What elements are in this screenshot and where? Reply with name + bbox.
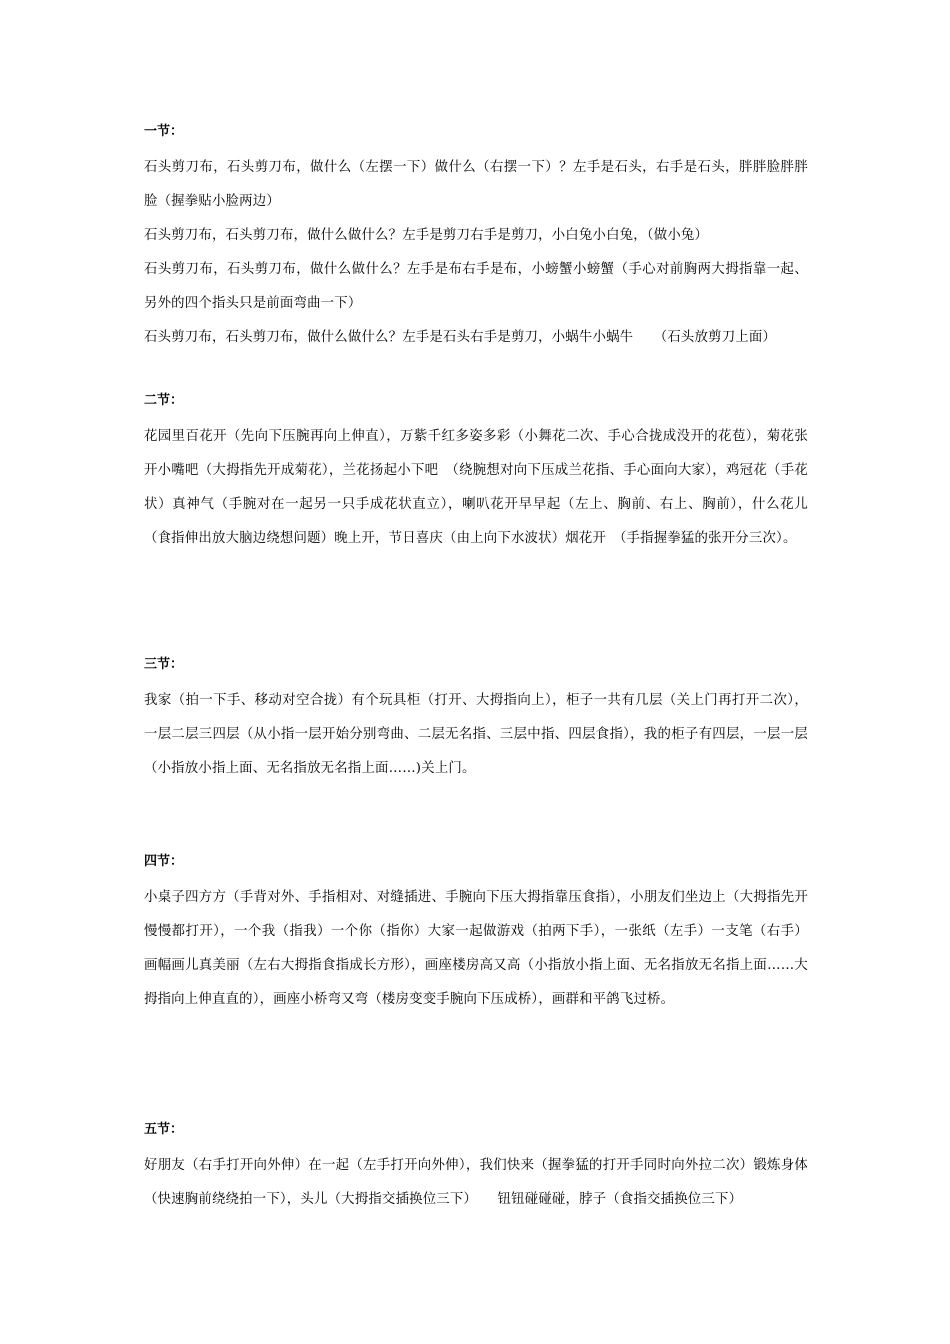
section-heading: 三节： [144,657,184,672]
section-1 [144,122,808,355]
section-3 [144,655,808,786]
section-2 [144,391,808,556]
section-heading: 二节： [144,393,184,408]
paragraph: 我家（拍一下手、移动对空合拢）有个玩具柜（打开、大拇指向上），柜子一共有几层（关上门再打开二次），一层二层三四层（从小指一层开始分别弯曲、二层无名指、三层中指、四层食指），我的柜子有四层，一层一层（小指放小指上面、无名指放无名指上面……)关上门。 [144,693,808,776]
section-heading: 一节： [144,124,184,139]
paragraph: 好朋友（右手打开向外伸）在一起（左手打开向外伸），我们快来（握拳猛的打开手同时向外拉二次）锻炼身体（快速胸前绕绕拍一下），头儿（大拇指交插换位三下） 钮钮碰碰碰，脖子（食指交插换位三下） [144,1158,808,1207]
paragraph: 石头剪刀布，石头剪刀布，做什么做什么？左手是布右手是布，小螃蟹小螃蟹（手心对前胸两大拇指靠一起、另外的四个指头只是前面弯曲一下） [144,262,808,311]
section-heading: 五节： [144,1122,184,1137]
paragraph: 小桌子四方方（手背对外、手指相对、对缝插进、手腕向下压大拇指靠压食指），小朋友们坐边上（大拇指先开慢慢都打开），一个我（指我）一个你（指你）大家一起做游戏（拍两下手），一张纸（左手）一支笔（右手）画幅画儿真美丽（左右大拇指食指成长方形），画座楼房高又高（小指放小指上面、无名指放无名指上面……大拇指向上伸直直的），画座小桥弯又弯（楼房变变手腕向下压成桥），画群和平鸽飞过桥。 [144,890,808,1007]
section-heading: 四节： [144,854,184,869]
section-5 [144,1120,808,1217]
paragraph: 石头剪刀布，石头剪刀布，做什么（左摆一下）做什么（右摆一下）？左手是石头，右手是石头，胖胖脸胖胖脸（握拳贴小脸两边） [144,160,808,209]
section-4 [144,852,808,1017]
paragraph: 石头剪刀布，石头剪刀布，做什么做什么？左手是石头右手是剪刀，小蜗牛小蜗牛 （石头放剪刀上面） [144,330,777,345]
paragraph: 花园里百花开（先向下压腕再向上伸直），万紫千红多姿多彩（小舞花二次、手心合拢成没开的花苞），菊花张开小嘴吧（大拇指先开成菊花），兰花扬起小下吧 （绕腕想对向下压成兰花指、手心面向大家），鸡冠花（手花状）真神气（手腕对在一起另一只手成花状直立），喇叭花开早早起（左上、胸前、右上、胸前），什么花儿（食指伸出放大脑边绕想问题）晚上开，节日喜庆（由上向下水波状）烟花开 （手指握拳猛的张开分三次）。 [144,429,808,546]
paragraph: 石头剪刀布，石头剪刀布，做什么做什么？左手是剪刀右手是剪刀，小白兔小白兔，（做小兔） [144,228,709,243]
